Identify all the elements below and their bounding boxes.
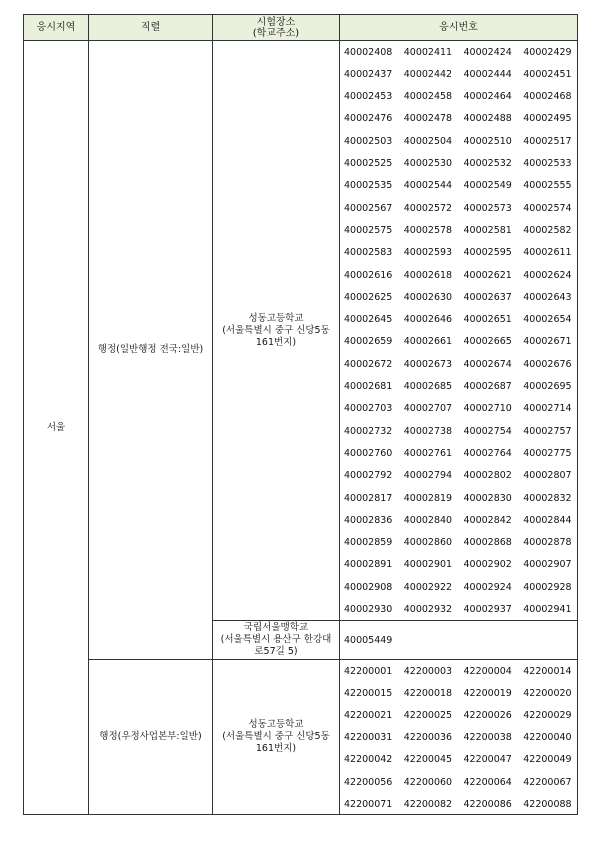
exam-number: 40002761 [403, 447, 453, 459]
exam-number: 40002582 [523, 224, 572, 236]
table-row [339, 660, 578, 682]
exam-number: 42200086 [463, 798, 512, 810]
header-venue [212, 14, 340, 41]
table-row [339, 704, 578, 726]
table-row [339, 353, 578, 375]
table-row [339, 63, 578, 85]
exam-number: 40002687 [463, 381, 512, 392]
table-row [339, 175, 578, 197]
exam-number: 42200014 [523, 665, 572, 677]
venue-cell-3 [212, 659, 340, 815]
position-cell-2 [88, 659, 213, 815]
exam-number: 40002654 [523, 314, 572, 326]
exam-number: 40002495 [523, 113, 572, 125]
exam-number: 42200049 [523, 754, 572, 766]
exam-number: 40002757 [523, 425, 572, 437]
exam-number: 40002646 [403, 314, 453, 326]
exam-number: 40002453 [344, 91, 393, 103]
exam-number: 40002451 [523, 68, 572, 80]
exam-number: 40002840 [403, 514, 453, 526]
exam-number: 40002555 [523, 180, 572, 192]
exam-number: 42200082 [403, 798, 453, 810]
exam-number: 40002922 [403, 581, 453, 593]
exam-number: 40002437 [344, 68, 393, 80]
header-venue-label: 시험장소 [256, 16, 296, 28]
exam-number: 40002832 [523, 492, 572, 504]
exam-number: 40002504 [403, 135, 453, 147]
exam-number: 40002681 [344, 381, 393, 392]
exam-number: 40002530 [403, 158, 453, 169]
table-row [339, 727, 578, 749]
exam-number: 40002661 [403, 336, 453, 348]
exam-number: 40002424 [463, 46, 512, 58]
exam-number: 40002651 [463, 314, 512, 326]
table-row [339, 242, 578, 264]
exam-number: 42200015 [344, 687, 393, 699]
region-cell [23, 40, 89, 815]
exam-number: 40002573 [463, 202, 512, 214]
table-row [339, 219, 578, 241]
header-region [23, 14, 89, 41]
exam-number: 42200038 [463, 732, 512, 744]
exam-number: 40002665 [463, 336, 512, 348]
table-row [339, 554, 578, 576]
exam-number: 40002672 [344, 358, 393, 370]
exam-number: 40002714 [523, 403, 572, 415]
exam-number: 40002807 [523, 470, 572, 482]
exam-number: 40002732 [344, 425, 393, 437]
exam-number: 40002842 [463, 514, 512, 526]
header-region-label: 응시지역 [36, 22, 76, 33]
venue-cell-2 [212, 620, 340, 660]
exam-number: 40002567 [344, 202, 393, 214]
table-row [339, 153, 578, 175]
venue-address-cont: 161번지) [255, 743, 297, 754]
table-row [339, 509, 578, 531]
exam-number: 40002907 [523, 559, 572, 571]
table-row [339, 487, 578, 509]
exam-number: 40002583 [344, 247, 393, 259]
exam-number: 42200018 [403, 687, 453, 699]
venue-address: (서울특별시 중구 신당5동 [222, 324, 330, 336]
table-row [339, 398, 578, 420]
exam-number: 40002544 [403, 180, 453, 192]
position-value: 행정(우정사업본부:일반) [99, 731, 202, 742]
table-row [339, 376, 578, 398]
exam-number: 42200021 [344, 709, 393, 721]
exam-number: 40002595 [463, 247, 512, 259]
exam-number: 40002411 [403, 46, 453, 58]
exam-number: 40002408 [344, 46, 393, 58]
exam-number: 40002671 [523, 336, 572, 348]
table-row [339, 442, 578, 464]
exam-number: 40002574 [523, 202, 572, 214]
exam-number: 40002618 [403, 269, 453, 281]
table-row [339, 420, 578, 442]
exam-number: 42200045 [403, 754, 453, 766]
exam-number: 40002637 [463, 291, 512, 303]
exam-number: 40002930 [344, 604, 393, 615]
exam-number: 40002616 [344, 269, 393, 281]
exam-number: 42200064 [463, 776, 512, 788]
venue-name: 성동고등학교 [248, 312, 304, 324]
header-venue-sublabel: (학교주소) [252, 27, 300, 39]
exam-number: 40002878 [523, 537, 572, 549]
exam-number: 40002464 [463, 91, 512, 103]
exam-number: 42200003 [403, 665, 453, 677]
table-row [339, 576, 578, 598]
table-row [339, 749, 578, 771]
exam-number: 40002703 [344, 403, 393, 415]
exam-number: 40002572 [403, 202, 453, 214]
exam-number: 40002643 [523, 291, 572, 303]
exam-number: 40002937 [463, 604, 512, 615]
exam-number: 42200031 [344, 732, 393, 744]
table-row [339, 331, 578, 353]
exam-number: 40002928 [523, 581, 572, 593]
exam-number: 40002593 [403, 247, 453, 259]
table-row [339, 465, 578, 487]
exam-number: 40002775 [523, 447, 572, 459]
exam-number: 40002754 [463, 425, 512, 437]
exam-number: 40002676 [523, 358, 572, 370]
exam-number: 40002525 [344, 158, 393, 169]
exam-number: 40002830 [463, 492, 512, 504]
exam-number: 40002478 [403, 113, 453, 125]
exam-number: 40002625 [344, 291, 393, 303]
venue-address: (서울특별시 중구 신당5동 [222, 731, 330, 742]
table-row [339, 621, 578, 659]
exam-number: 40002533 [523, 158, 572, 169]
venue-address-cont: 로57길 5) [254, 646, 298, 657]
exam-number: 40002575 [344, 224, 393, 236]
header-position [88, 14, 213, 41]
exam-number: 40002578 [403, 224, 453, 236]
exam-number: 40002802 [463, 470, 512, 482]
exam-number: 42200056 [344, 776, 393, 788]
venue-name: 성동고등학교 [248, 719, 304, 730]
exam-number: 40002695 [523, 381, 572, 392]
exam-number: 42200026 [463, 709, 512, 721]
exam-number: 40002794 [403, 470, 453, 482]
exam-number: 40002764 [463, 447, 512, 459]
table-row [339, 264, 578, 286]
exam-number: 40002621 [463, 269, 512, 281]
table-row [339, 86, 578, 108]
table-row [339, 286, 578, 308]
table-row [339, 532, 578, 554]
table-row [339, 309, 578, 331]
exam-number: 40002817 [344, 492, 393, 504]
exam-number: 42200020 [523, 687, 572, 699]
table-row [339, 599, 578, 621]
exam-number: 40002707 [403, 403, 453, 415]
position-value: 행정(일반행정 전국:일반) [97, 344, 204, 355]
exam-number: 40002444 [463, 68, 512, 80]
exam-number: 40002624 [523, 269, 572, 281]
exam-number: 40002792 [344, 470, 393, 482]
exam-number: 40002549 [463, 180, 512, 192]
exam-number: 42200004 [463, 665, 512, 677]
exam-number: 42200060 [403, 776, 453, 788]
exam-number: 40002673 [403, 358, 453, 370]
exam-number: 40002611 [523, 247, 572, 259]
exam-number: 40002859 [344, 537, 393, 549]
exam-number: 40002860 [403, 537, 453, 549]
exam-number: 40002645 [344, 314, 393, 326]
exam-number: 42200001 [344, 665, 393, 677]
exam-number: 40002503 [344, 135, 393, 147]
exam-number: 40002458 [403, 91, 453, 103]
header-numbers [339, 14, 578, 41]
exam-number: 40002924 [463, 581, 512, 593]
exam-number: 40002819 [403, 492, 453, 504]
exam-number: 42200071 [344, 798, 393, 810]
exam-number: 42200019 [463, 687, 512, 699]
exam-number: 42200025 [403, 709, 453, 721]
region-value: 서울 [46, 421, 66, 433]
table-row [339, 130, 578, 152]
exam-number: 40005449 [344, 634, 393, 646]
table-row [339, 682, 578, 704]
exam-number: 42200047 [463, 754, 512, 766]
table-row [339, 771, 578, 793]
header-numbers-label: 응시번호 [439, 22, 478, 33]
exam-number: 40002468 [523, 91, 572, 103]
exam-number: 42200042 [344, 754, 393, 766]
venue-cell-1 [212, 40, 340, 621]
table-row [339, 197, 578, 219]
exam-number: 40002710 [463, 403, 512, 415]
exam-number: 42200036 [403, 732, 453, 744]
exam-number: 40002844 [523, 514, 572, 526]
exam-number: 40002674 [463, 358, 512, 370]
exam-number: 40002941 [523, 604, 572, 615]
exam-number: 40002760 [344, 447, 393, 459]
exam-number: 40002488 [463, 113, 512, 125]
exam-number: 42200067 [523, 776, 572, 788]
venue-address-cont: 161번지) [255, 336, 297, 348]
exam-number: 40002868 [463, 537, 512, 549]
table-row [339, 41, 578, 63]
exam-number: 40002891 [344, 559, 393, 571]
exam-number: 40002535 [344, 180, 393, 192]
exam-number: 40002908 [344, 581, 393, 593]
header-position-label: 직렬 [140, 22, 161, 33]
exam-number: 40002659 [344, 336, 393, 348]
exam-number: 42200088 [523, 798, 572, 810]
exam-number: 42200029 [523, 709, 572, 721]
position-cell-1 [88, 40, 213, 660]
table-row [339, 793, 578, 815]
exam-number: 40002902 [463, 559, 512, 571]
exam-number: 40002532 [463, 158, 512, 169]
table-row [339, 108, 578, 130]
exam-number: 40002581 [463, 224, 512, 236]
exam-number: 40002685 [403, 381, 453, 392]
exam-number: 40002932 [403, 604, 453, 615]
exam-number: 42200040 [523, 732, 572, 744]
venue-address: (서울특별시 용산구 한강대 [220, 634, 332, 645]
exam-number: 40002476 [344, 113, 393, 125]
exam-number: 40002836 [344, 514, 393, 526]
exam-number: 40002630 [403, 291, 453, 303]
exam-number: 40002738 [403, 425, 453, 437]
venue-name: 국립서울맹학교 [243, 622, 309, 633]
exam-number: 40002901 [403, 559, 453, 571]
exam-number: 40002517 [523, 135, 572, 147]
exam-number: 40002429 [523, 46, 572, 58]
exam-number: 40002510 [463, 135, 512, 147]
exam-number: 40002442 [403, 68, 453, 80]
